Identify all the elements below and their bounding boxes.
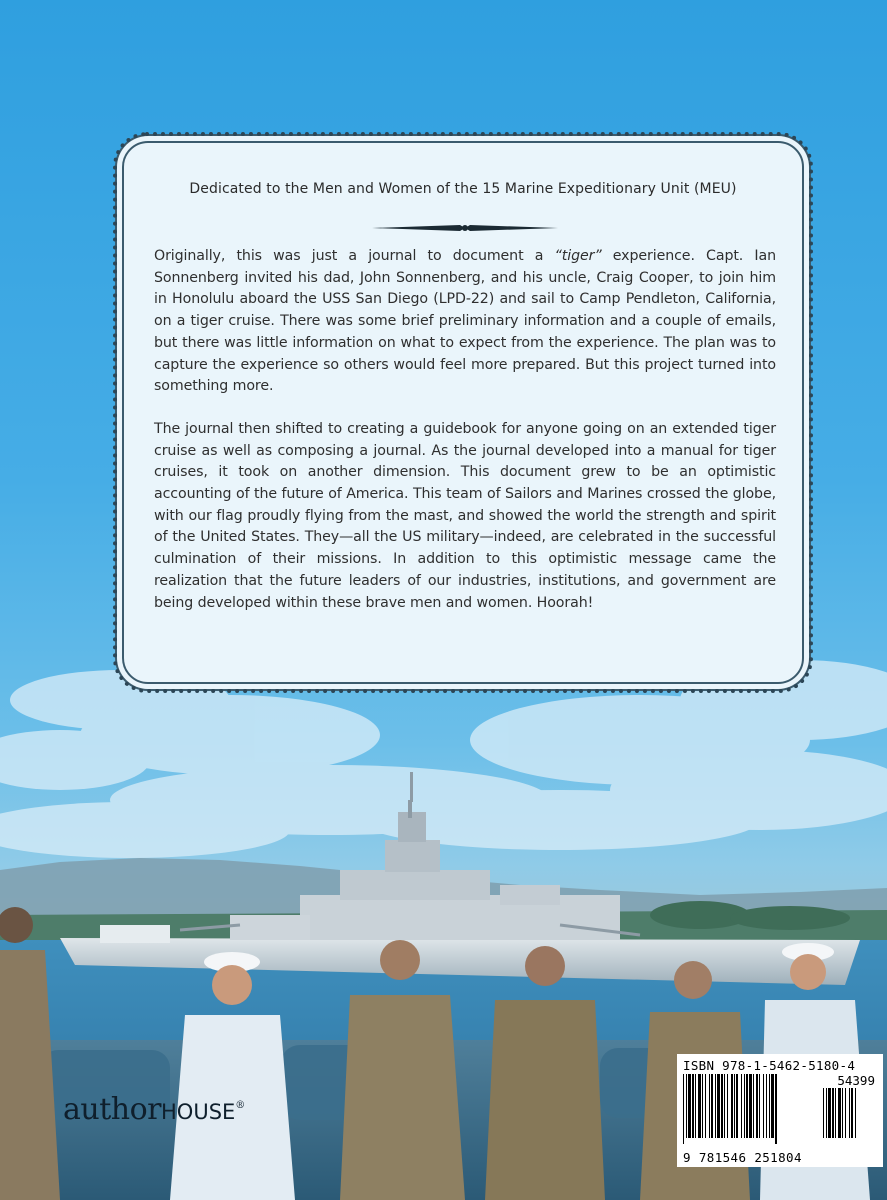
clouds — [0, 660, 887, 858]
isbn-text: ISBN 978-1-5462-5180-4 — [683, 1058, 856, 1073]
barcode-number: 9 781546 251804 — [683, 1150, 802, 1165]
publisher-logo: authorHOUSE® — [63, 1092, 245, 1127]
paragraph-2: The journal then shifted to creating a guidebook for anyone going on an extended tiger cruise as well as composing a journal. As the journal developed into a manual for tiger cruises, it took on another dimension. This document grew to be an optimistic accounting of the future of America. This team of Sailors and Marines crossed the globe, with our flag proudly flying from the mast, and showed the world the strength and spirit of the United States. They—all the US military—indeed, are celebrated in the successful culmination of their missions. In addition to this optimistic message came the realization that the future leaders of our industries, institutions, and government are being developed within these brave men and women. Hoorah! — [154, 420, 776, 611]
ornamental-divider — [370, 221, 560, 235]
isbn-barcode — [677, 1054, 883, 1167]
barcode-bars — [683, 1074, 877, 1154]
text-panel — [122, 141, 804, 684]
dedication: Dedicated to the Men and Women of the 15 Marine Expeditionary Unit (MEU) — [189, 181, 737, 197]
paragraph-1: Originally, this was just a journal to document a “tiger” experience. Capt. Ian Sonnenberg invited his dad, John Sonnenberg, and his uncle, Craig Cooper, to join him in Honolulu aboard the USS San Diego (LPD-22) and sail to Camp Pendleton, California, on a tiger cruise. There was some brief preliminary information and a couple of emails, but there was little information on what to expect from the experience. The plan was to capture the experience so others would feel more prepared. But this project turned into something more. — [154, 248, 776, 395]
body-text — [154, 246, 776, 635]
price-code: 54399 — [837, 1073, 875, 1088]
